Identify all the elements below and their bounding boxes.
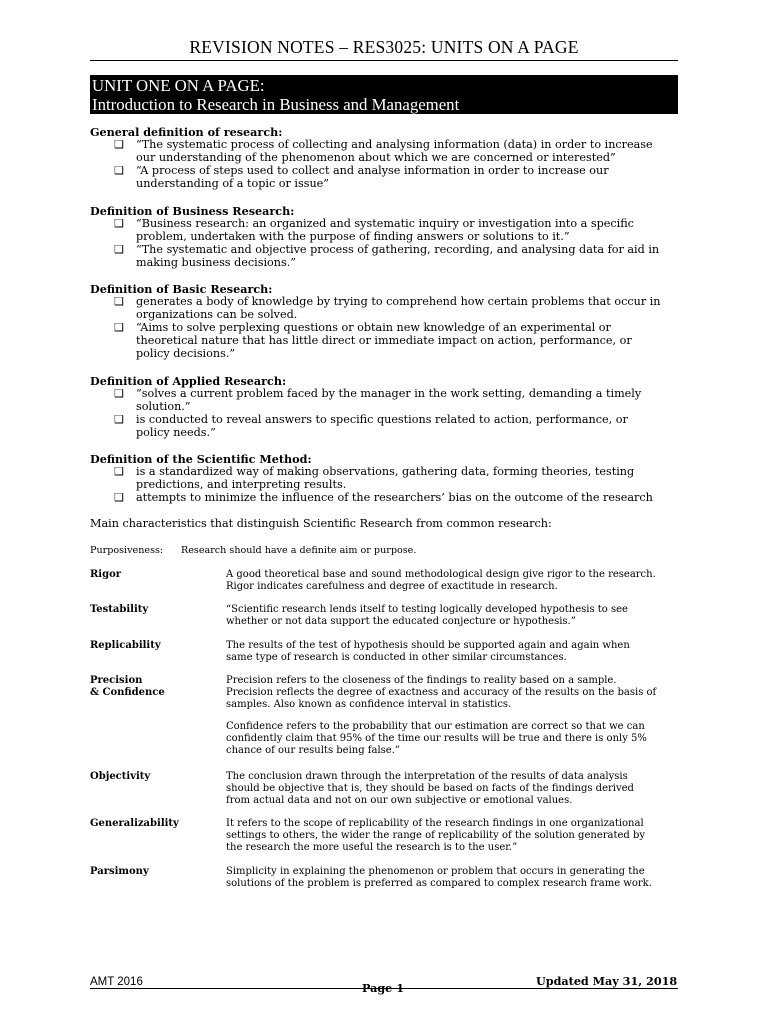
char-desc-line: from actual data and not on our own subjective or emotional values.	[226, 794, 573, 806]
bullet-text-line: solution.”	[136, 399, 191, 413]
section-title: General definition of research:	[90, 125, 283, 139]
checkbox-bullet-icon: ❑	[114, 320, 124, 334]
bullet-item	[90, 218, 690, 244]
bullet-text-line: generates a body of knowledge by trying to comprehend how certain problems that occur in	[136, 294, 661, 308]
char-description	[226, 771, 676, 806]
checkbox-bullet-icon: ❑	[114, 464, 124, 478]
char-description	[226, 569, 676, 593]
char-desc-line: It refers to the scope of replicability of the research findings in one organizational	[226, 818, 644, 829]
char-description	[226, 640, 676, 664]
char-desc-line: Precision reflects the degree of exactness and accuracy of the results on the basis of	[226, 686, 657, 698]
char-desc-line: The conclusion drawn through the interpretation of the results of data analysis	[226, 771, 628, 782]
bullet-text-line: “The systematic and objective process of gathering, recording, and analysing data for aid in	[136, 242, 660, 256]
bullet-item	[90, 466, 690, 492]
footer-author: AMT 2016	[90, 976, 143, 988]
bullet-text-line: predictions, and interpreting results.	[136, 477, 347, 491]
section-business	[90, 205, 690, 270]
char-paragraph	[226, 771, 676, 806]
banner-line-2: Introduction to Research in Business and Management	[92, 95, 460, 114]
char-paragraph	[226, 818, 676, 853]
char-desc-line: the research the more useful the research is to the user.”	[226, 841, 518, 853]
char-description	[226, 604, 676, 628]
bullet-text-line: “Aims to solve perplexing questions or obtain new knowledge of an experimental or	[136, 320, 611, 334]
char-desc-line: same type of research is conducted in other similar circumstances.	[226, 651, 567, 663]
char-term	[90, 604, 220, 616]
banner-line-1: UNIT ONE ON A PAGE:	[92, 76, 265, 95]
char-term	[90, 771, 220, 783]
purposiveness-text: Research should have a definite aim or purpose.	[181, 545, 417, 556]
bullet-item	[90, 388, 690, 414]
char-desc-line: settings to others, the wider the range of replicability of the solution generated by	[226, 829, 646, 841]
bullet-text-line: theoretical nature that has little direct or immediate impact on action, performance, or	[136, 333, 632, 347]
bullet-item	[90, 296, 690, 322]
section-title: Definition of Basic Research:	[90, 282, 273, 296]
checkbox-bullet-icon: ❑	[114, 386, 124, 400]
char-paragraph	[226, 640, 676, 664]
char-desc-line: chance of our results being false.”	[226, 744, 400, 756]
bullet-item	[90, 414, 690, 440]
bullet-text-line: “solves a current problem faced by the manager in the work setting, demanding a timely	[136, 386, 642, 400]
char-desc-line: Rigor indicates carefulness and degree of exactitude in research.	[226, 580, 558, 592]
section-general	[90, 126, 690, 191]
char-term-line: Objectivity	[90, 771, 151, 782]
char-description	[226, 818, 676, 853]
bullet-text-line: “A process of steps used to collect and analyse information in order to increase our	[136, 163, 609, 177]
bullet-text-line: our understanding of the phenomenon about which we are concerned or interested”	[136, 150, 616, 164]
bullet-text-line: “Business research: an organized and systematic inquiry or investigation into a specific	[136, 216, 634, 230]
char-paragraph	[226, 721, 676, 756]
footer-updated: Updated May 31, 2018	[536, 974, 678, 988]
char-desc-line: A good theoretical base and sound methodological design give rigor to the research.	[226, 569, 656, 580]
bullet-item	[90, 492, 690, 505]
bullet-item	[90, 244, 690, 270]
char-term	[90, 818, 220, 830]
bullet-text-line: is conducted to reveal answers to specific questions related to action, performance, or	[136, 412, 628, 426]
char-description	[226, 866, 676, 890]
checkbox-bullet-icon: ❑	[114, 242, 124, 256]
char-paragraph	[226, 604, 676, 628]
char-paragraph	[226, 569, 676, 593]
section-title: Definition of Applied Research:	[90, 374, 287, 388]
bullet-text-line: policy decisions.”	[136, 346, 236, 360]
header-rule	[90, 60, 678, 61]
bullet-item	[90, 139, 690, 165]
char-desc-line: Confidence refers to the probability that our estimation are correct so that we can	[226, 721, 645, 733]
char-term	[90, 675, 220, 699]
bullet-item	[90, 165, 690, 191]
section-scientific	[90, 453, 690, 505]
checkbox-bullet-icon: ❑	[114, 216, 124, 230]
char-desc-line: Simplicity in explaining the phenomenon or problem that occurs in generating the	[226, 866, 645, 877]
bullet-text-line: understanding of a topic or issue”	[136, 176, 330, 190]
char-desc-line: samples. Also known as confidence interval in statistics.	[226, 698, 512, 710]
char-term-line: Precision	[90, 675, 143, 686]
char-desc-line: confidently claim that 95% of the time our results will be true and there is only 5%	[226, 733, 647, 745]
checkbox-bullet-icon: ❑	[114, 490, 124, 504]
char-desc-line: should be objective that is, they should be based on facts of the findings derived	[226, 782, 634, 794]
bullet-text-line: making business decisions.”	[136, 255, 297, 269]
footer-page-number: Page 1	[362, 981, 404, 995]
section-basic	[90, 283, 690, 360]
bullet-text-line: organizations can be solved.	[136, 307, 298, 321]
char-paragraph	[226, 866, 676, 890]
section-title: Definition of Business Research:	[90, 204, 295, 218]
page-header-title: REVISION NOTES – RES3025: UNITS ON A PAGE	[189, 37, 579, 57]
char-desc-line: Precision refers to the closeness of the findings to reality based on a sample.	[226, 675, 617, 686]
bullet-item	[90, 322, 690, 361]
char-term-line: & Confidence	[90, 686, 165, 698]
char-term-line: Replicability	[90, 640, 161, 651]
purposiveness-label: Purposiveness:	[90, 545, 164, 556]
char-desc-line: “Scientific research lends itself to testing logically developed hypothesis to see	[226, 604, 628, 615]
bullet-text-line: problem, undertaken with the purpose of finding answers or solutions to it.”	[136, 229, 570, 243]
bullet-text-line: policy needs.”	[136, 425, 216, 439]
checkbox-bullet-icon: ❑	[114, 163, 124, 177]
char-desc-line: The results of the test of hypothesis should be supported again and again when	[226, 640, 630, 651]
unit-banner	[90, 75, 678, 114]
char-term	[90, 866, 220, 878]
bullet-text-line: attempts to minimize the influence of the researchers’ bias on the outcome of the research	[136, 490, 653, 504]
char-term-line: Rigor	[90, 569, 122, 580]
checkbox-bullet-icon: ❑	[114, 294, 124, 308]
main-characteristics-heading: Main characteristics that distinguish Scientific Research from common research:	[90, 517, 552, 530]
char-term-line: Parsimony	[90, 866, 149, 877]
bullet-text-line: “The systematic process of collecting and analysing information (data) in order to increase	[136, 137, 653, 151]
checkbox-bullet-icon: ❑	[114, 137, 124, 151]
char-term-line: Testability	[90, 604, 149, 615]
char-term	[90, 640, 220, 652]
char-desc-line: whether or not data support the educated conjecture or hypothesis.”	[226, 615, 576, 627]
char-term-line: Generalizability	[90, 818, 179, 829]
bullet-text-line: is a standardized way of making observations, gathering data, forming theories, testing	[136, 464, 635, 478]
section-title: Definition of the Scientific Method:	[90, 452, 312, 466]
char-description	[226, 675, 676, 757]
char-paragraph	[226, 675, 676, 710]
char-term	[90, 569, 220, 581]
char-desc-line: solutions of the problem is preferred as compared to complex research frame work.	[226, 877, 652, 889]
checkbox-bullet-icon: ❑	[114, 412, 124, 426]
purposiveness-row	[90, 545, 416, 556]
section-applied	[90, 375, 690, 440]
